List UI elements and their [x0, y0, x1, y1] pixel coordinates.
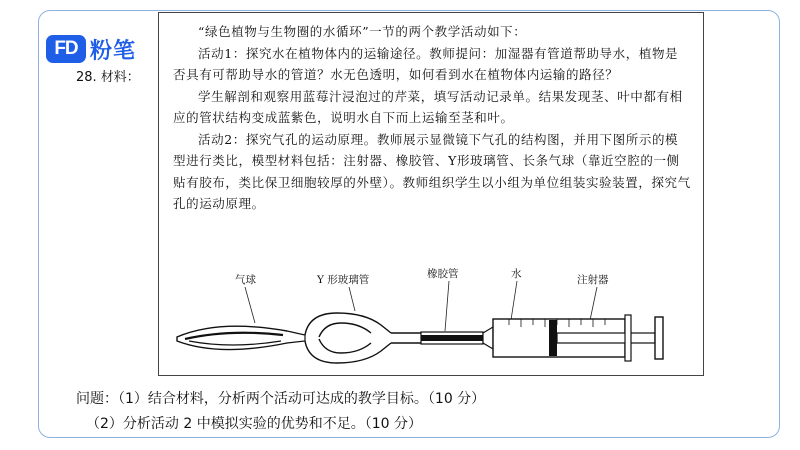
- activity2-text: 活动2：探究气孔的运动原理。教师展示显微镜下气孔的结构图，并用下图所示的模型进行类比，模型材料包括：注射器、橡胶管、Y形玻璃管、长条气球（靠近空腔的一侧贴有胶布，类比保卫细胞较厚的外壁）。教师组织学生以小组为单位组装实验装置，探究气孔的运动原理。: [173, 131, 691, 211]
- balloon-shape: [177, 326, 305, 349]
- material-title: “绿色植物与生物圈的水循环”一节的两个教学活动如下：: [198, 24, 527, 39]
- syringe: [483, 315, 663, 361]
- label-y-tube: Y 形玻璃管: [317, 274, 370, 286]
- label-rubber-tube: 橡胶管: [427, 268, 459, 280]
- label-syringe: 注射器: [577, 274, 609, 286]
- fenbi-logo: [46, 34, 136, 64]
- question-1: 问题：（1）结合材料，分析两个活动可达成的教学目标。（10 分）: [76, 391, 486, 407]
- activity1-result: 学生解剖和观察用蓝莓汁浸泡过的芹菜，填写活动记录单。结果发现茎、叶中都有相应的管状结构变成蓝紫色，说明水自下而上运输至茎和叶。: [173, 88, 683, 125]
- label-balloon: 气球: [235, 274, 256, 286]
- question-2: （2）分析活动 2 中模拟实验的优势和不足。（10 分）: [86, 416, 422, 432]
- material-scan: [158, 12, 704, 376]
- label-water: 水: [511, 268, 522, 280]
- logo-text: 粉笔: [90, 38, 137, 64]
- stomata-model-diagram: [159, 261, 705, 377]
- y-glass-tube: [305, 313, 421, 363]
- question-number: 28. 材料：: [76, 70, 140, 85]
- activity1-text: 活动1：探究水在植物体内的运输途径。教师提问：加湿器有管道帮助导水，植物是否具有可帮助导水的管道？水无色透明，如何看到水在植物体内运输的路径？: [173, 45, 679, 82]
- logo-mark: FD: [46, 35, 86, 63]
- rubber-tube: [421, 332, 483, 344]
